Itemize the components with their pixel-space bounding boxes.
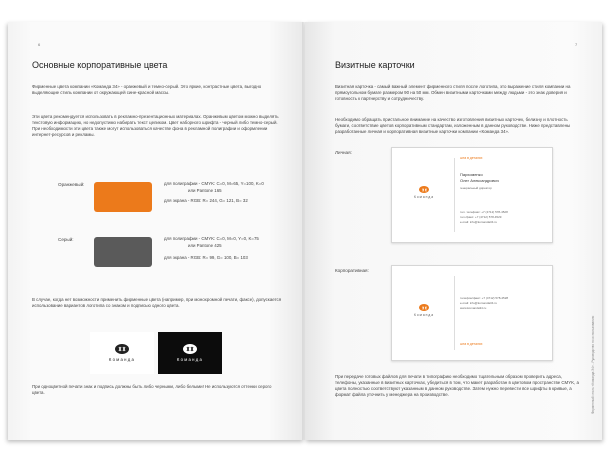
- logo-mark-inverse-icon: [183, 344, 197, 354]
- logo-mono-white: [158, 332, 222, 374]
- gray-pantone: или Pantone 425: [188, 243, 222, 248]
- corp-card-line-1: телефон/факс: +7 (4712) 578-4528: [460, 296, 509, 300]
- corp-card-line-2: e-mail: info@komanda34.ru: [460, 301, 497, 305]
- card-contact-2: тел./факс: +7 (4712) 578-4529: [460, 215, 502, 219]
- corp-card-divider: [454, 276, 455, 350]
- card-position: генеральный директор: [460, 186, 492, 190]
- card-fullname: Олег Александрович: [460, 178, 499, 183]
- page-number-left: 6: [38, 42, 41, 47]
- corp-card-org: шта в деталях: [460, 342, 483, 346]
- gray-print-spec: для полиграфии - CMYK: C=0, M=0, Y=0, K=75: [164, 236, 259, 241]
- right-page: [305, 22, 602, 440]
- personal-business-card: [391, 147, 553, 243]
- corp-card-line-3: www.komanda34.ru: [460, 306, 487, 310]
- corporate-card-label: Корпоративная:: [335, 268, 369, 273]
- page-title-right: Визитные карточки: [335, 60, 415, 70]
- page-title-left: Основные корпоративные цвета: [32, 60, 168, 70]
- logo-word: Команда: [108, 357, 136, 362]
- bottom-note: При одноцветной печати знак и подпись должны быть либо черными, либо белыми! Не используются оттенки серого цвета.: [32, 384, 272, 395]
- card-logo-word: Команда: [414, 195, 434, 199]
- corp-card-logo-word: Команда: [414, 313, 434, 317]
- side-caption: Фирменный стиль «Команда 34» - Руководство по использованию: [591, 315, 595, 414]
- intro-paragraph: Фирменные цвета компании «Команда 34» - оранжевый и темно-серый. Это яркие, контрастные цвета, выгодно выделяющие стиль компании от окружающей сине-красной массы.: [32, 84, 262, 95]
- card-org: шта в деталях: [460, 156, 483, 160]
- usage-paragraph: Эти цвета рекомендуется использовать в рекламно-презентационных материалах. Оранжевым цветом можно выделять текстовую информацию, но недопустимо набирать текст целиком. Цвет наборного шрифта - черный либо темно-серый. При необходимости эти цвета также могут использоваться качестве фона в рекламной полиграфии и оформлении интернет-ресурсов и рекламы.: [32, 114, 279, 137]
- logo-mono-black: [90, 332, 154, 374]
- card-contact-1: тел. телефакс: +7 (4712) 578-4528: [460, 210, 508, 214]
- orange-print-spec: для полиграфии - CMYK: C=0, M=65, Y=100, K=0: [164, 181, 264, 186]
- corp-card-logo-icon: [419, 304, 429, 311]
- card-logo-icon: [419, 186, 429, 193]
- orange-screen-spec: для экрана - RGB: R= 244, G= 121, B= 32: [164, 198, 248, 203]
- mono-note: В случае, когда нет возможности применить фирменные цвета (например, при монохромной печати, факсе), допускается использование вариантов логотипа со знаком и подписью одного цвета.: [32, 297, 282, 308]
- cards-advice: Необходимо обращать пристальное внимание на качество изготовления визитных карточек, белизну и плотность бумаги, соответствие цветов корпоративным стандартам, изложенным в данном руководстве. Ниже представлены разработанные личная и корпоративная визитные карточки компании «Команда 34».: [335, 117, 571, 134]
- cards-intro: Визитная карточка - самый важный элемент фирменного стиля после логотипа, это выражение стиля компании на прямоугольном бумаге размером 90 на 50 мм. Обмен визитными карточками между людьми - это знак доверия и готовность к партнерству и сотрудничеству.: [335, 84, 571, 101]
- card-surname: Пархоменко: [460, 172, 483, 177]
- orange-label: Оранжевый:: [58, 182, 85, 187]
- corporate-business-card: [391, 265, 553, 361]
- logo-mark-icon: [115, 344, 129, 354]
- gray-label: Серый:: [58, 237, 74, 242]
- logo-word-inverse: Команда: [176, 357, 204, 362]
- personal-card-label: Личная:: [335, 150, 352, 155]
- card-divider: [454, 158, 455, 232]
- corp-card-logo: [402, 304, 446, 317]
- card-contact-3: e-mail: info@komanda34.ru: [460, 220, 497, 224]
- left-page: [8, 22, 304, 440]
- footer-note: При передаче готовых файлов для печати в типографию необходимо тщательным образом проверить адреса, телефоны, указанные в визитных карточках, убедиться в том, что макет разработан в цветовом пространстве CMYK, а цвета полностью соответствуют указанным в данном руководстве. Затем нужно перевести все шрифты в кривые, а формат файла уточнить у менеджера на производстве.: [335, 374, 579, 397]
- gray-screen-spec: для экрана - RGB: R= 99, G= 100, B= 103: [164, 255, 248, 260]
- gray-swatch: [94, 237, 152, 267]
- brochure-spread: [8, 22, 602, 442]
- page-number-right: 7: [575, 42, 578, 47]
- card-logo: [402, 186, 446, 199]
- orange-pantone: или Pantone 165: [188, 188, 222, 193]
- orange-swatch: [94, 182, 152, 212]
